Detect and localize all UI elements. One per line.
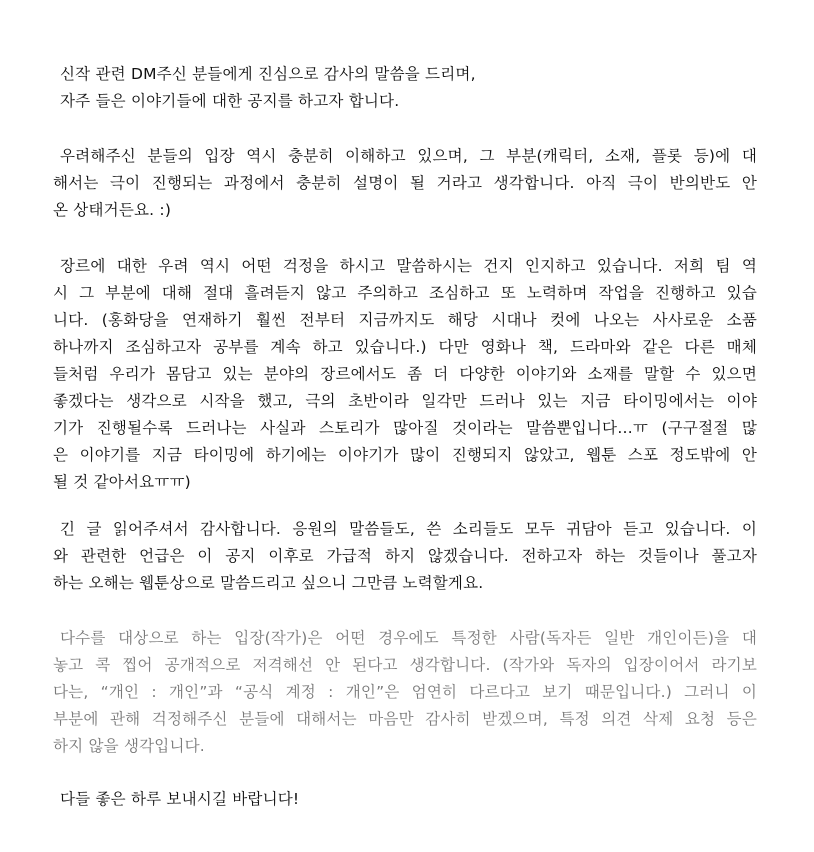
text-line: 와 관련한 언급은 이 공지 이후로 가급적 하지 않겠습니다. 전하고자 하는 것들이나 풀고자	[53, 547, 757, 565]
text-line: 하나까지 조심하고자 공부를 계속 하고 있습니다.) 다만 영화나 책, 드라마와 같은 다른 매체	[53, 338, 757, 356]
text-line: 다들 좋은 하루 보내시길 바랍니다!	[60, 790, 300, 808]
text-line: 부분에 관해 걱정해주신 분들에 대해서는 마음만 감사히 받겠으며, 특정 의견 삭제 요청 등은	[53, 710, 757, 728]
text-line: 좋겠다는 생각으로 시작을 했고, 극의 초반이라 일각만 드러나 있는 지금 타이밍에서는 이야	[53, 392, 757, 410]
text-line: 시 그 부분에 대해 절대 흘려듣지 않고 주의하고 조심하고 또 노력하며 작업을 진행하고 있습	[53, 284, 757, 302]
text-line: 들처럼 우리가 몸담고 있는 분야의 장르에서도 좀 더 다양한 이야기와 소재를 말할 수 있으면	[53, 365, 757, 383]
text-line: 신작 관련 DM주신 분들에게 진심으로 감사의 말씀을 드리며,	[60, 65, 476, 83]
text-line: 놓고 콕 찝어 공개적으로 저격해선 안 된다고 생각합니다. (작가와 독자의 입장이어서 라기보	[53, 656, 757, 674]
text-line: 장르에 대한 우려 역시 어떤 걱정을 하시고 말씀하시는 건지 인지하고 있습니다. 저희 팀 역	[60, 257, 757, 275]
text-line: 다수를 대상으로 하는 입장(작가)은 어떤 경우에도 특정한 사람(독자든 일반 개인이든)을 대	[60, 629, 757, 647]
text-line: 우려해주신 분들의 입장 역시 충분히 이해하고 있으며, 그 부분(캐릭터, 소재, 플롯 등)에 대	[60, 147, 757, 165]
text-line: 다는, “개인 : 개인”과 “공식 계정 : 개인”은 엄연히 다르다고 보기 때문입니다.) 그러니 이	[53, 683, 757, 701]
text-line: 긴 글 읽어주셔서 감사합니다. 응원의 말씀들도, 쓴 소리들도 모두 귀담아 듣고 있습니다. 이	[60, 520, 757, 538]
text-line: 기가 진행될수록 드러나는 사실과 스토리가 많아질 것이라는 말씀뿐입니다…ㅠ (구구절절 많	[53, 419, 757, 437]
text-line: 온 상태거든요. :)	[53, 201, 172, 219]
text-line: 자주 들은 이야기들에 대한 공지를 하고자 합니다.	[60, 92, 400, 110]
text-line: 해서는 극이 진행되는 과정에서 충분히 설명이 될 거라고 생각합니다. 아직 극이 반의반도 안	[53, 174, 757, 192]
text-line: 하는 오해는 웹툰상으로 말씀드리고 싶으니 그만큼 노력할게요.	[53, 574, 484, 592]
text-line: 하지 않을 생각입니다.	[53, 737, 205, 755]
text-line: 은 이야기를 지금 타이밍에 하기에는 이야기가 많이 진행되지 않았고, 웹툰 스포 정도밖에 안	[53, 446, 757, 464]
text-line: 니다. (홍화당을 연재하기 훨씬 전부터 지금까지도 해당 시대나 컷에 나오는 사사로운 소품	[53, 311, 757, 329]
text-line: 될 것 같아서요ㅠㅠ)	[53, 473, 191, 491]
